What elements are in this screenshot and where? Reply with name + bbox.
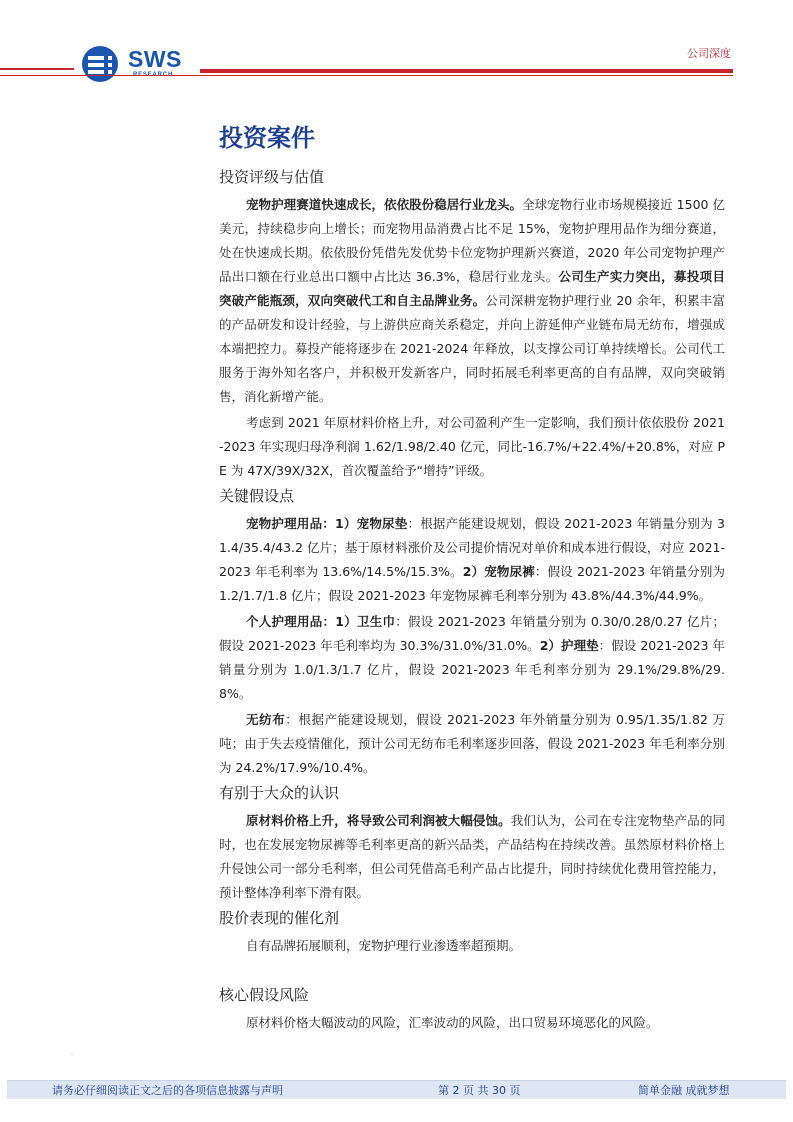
footer-disclaimer: 请务必仔细阅读正文之后的各项信息披露与声明 [52, 1084, 283, 1097]
section-heading: 投资评级与估值 [219, 168, 325, 186]
paragraph [219, 809, 725, 905]
paragraph [219, 512, 725, 608]
section-heading: 股价表现的催化剂 [219, 909, 340, 927]
text-run: 我们认为，公司在专注宠物垫产品的同时，也在发展宠物尿裤等毛利率更高的新兴品类，产品结构在持续改善。虽然原材料价格上升侵蚀公司一部分毛利率，但公司凭借高毛利产品占比提升，同时持续优化费用管控能力，预计整体净利率下滑有限。 [219, 813, 725, 900]
text-run: 自有品牌拓展顺利，宠物护理行业渗透率超预期。 [246, 938, 522, 953]
report-type: 公司深度 [687, 47, 731, 60]
paragraph [219, 411, 725, 483]
text-run: ：根据产能建设规划，假设 2021-2023 年外销量分别为 0.95/1.35/1.82 万吨；由于失去疫情催化，预计公司无纺布毛利率逐步回落，假设 2021-2023 年毛利率分别为 24.2%/17.9%/10.4%。 [219, 712, 725, 775]
section-gap [219, 960, 725, 982]
section-heading: 关键假设点 [219, 487, 295, 505]
text-run: ：根据产能建设规划，假设 2021-2023 年销量分别为 31.4/35.4/43.2 亿片；基于原材料涨价及公司提价情况对单价和成本进行假设，对应 2021-2023 年毛利率为 13.6%/14.5%/15.3%。 [219, 516, 725, 579]
paragraph [219, 1011, 725, 1035]
text-run: ：假设 2021-2023 年销量分别为 1.2/1.7/1.8 亿片；假设 2021-2023 年宠物尿裤毛利率分别为 43.8%/44.3%/44.9%。 [219, 564, 725, 603]
section-heading: 核心假设风险 [219, 986, 310, 1004]
report-body [219, 118, 725, 1037]
header-rule-thin [0, 75, 733, 76]
header-rule-left [0, 68, 74, 70]
footer-slogan: 简单金融 成就梦想 [638, 1084, 730, 1097]
bold-run: 个人护理用品：1）卫生巾 [246, 614, 396, 629]
paragraph [219, 610, 725, 706]
text-run: ：假设 2021-2023 年销量分别为 0.30/0.28/0.27 亿片；假设 2021-2023 年毛利率均为 30.3%/31.0%/31.0%。 [219, 614, 725, 653]
text-run: 全球宠物行业市场规模接近 1500 亿美元，持续稳步向上增长；而宠物用品消费占比不足 15%，宠物护理用品作为细分赛道，处在快速成长期。依依股份凭借先发优势卡位宠物护理新兴赛道，2020 年公司宠物护理产品出口额在行业总出口额中占比达 36.3%，稳居行业龙头。 [219, 197, 725, 284]
text-run: 原材料价格大幅波动的风险，汇率波动的风险，出口贸易环境恶化的风险。 [246, 1015, 659, 1030]
bold-run: 2）护理垫 [539, 638, 599, 653]
bold-run: 宠物护理赛道快速成长，依依股份稳居行业龙头。 [246, 197, 523, 212]
paragraph [219, 708, 725, 780]
footer-page-number: 第 2 页 共 30 页 [438, 1084, 521, 1097]
paragraph [219, 934, 725, 958]
bold-run: 2）宠物尿裤 [462, 564, 535, 579]
text-run: 考虑到 2021 年原材料价格上升，对公司盈利产生一定影响，我们预计依依股份 2021-2023 年实现归母净利润 1.62/1.98/2.40 亿元，同比-16.7%/+22.4%/+20.8%，对应 PE 为 47X/39X/32X，首次覆盖给予“增持”评级。 [219, 415, 725, 478]
bold-run: 无纺布 [246, 712, 286, 727]
text-run: ：假设 2021-2023 年销量分别为 1.0/1.3/1.7 亿片，假设 2021-2023 年毛利率分别为 29.1%/29.8%/29.8%。 [219, 638, 725, 701]
bold-run: 公司生产实力突出，募投项目突破产能瓶颈，双向突破代工和自主品牌业务。 [219, 269, 725, 308]
page-mark: ◦ [70, 1050, 75, 1059]
sections-container [219, 167, 725, 1035]
bold-run: 原材料价格上升，将导致公司利润被大幅侵蚀。 [246, 813, 511, 828]
bold-run: 宠物护理用品：1）宠物尿垫 [246, 516, 408, 531]
section-heading: 有别于大众的认识 [219, 784, 340, 802]
paragraph [219, 193, 725, 409]
header-rule-right [200, 69, 733, 73]
text-run: 公司深耕宠物护理行业 20 余年，积累丰富的产品研发和设计经验，与上游供应商关系稳定，并向上游延伸产业链布局无纺布，增强成本端把控力。募投产能将逐步在 2021-2024 年释放，以支撑公司订单持续增长。公司代工服务于海外知名客户，并积极开发新客户，同时拓展毛利率更高的自有品牌，双向突破销售，消化新增产能。 [219, 293, 725, 404]
page-title: 投资案件 [219, 124, 315, 152]
sws-logo-mark-icon [80, 44, 126, 84]
logo-text: SWS [128, 46, 182, 72]
